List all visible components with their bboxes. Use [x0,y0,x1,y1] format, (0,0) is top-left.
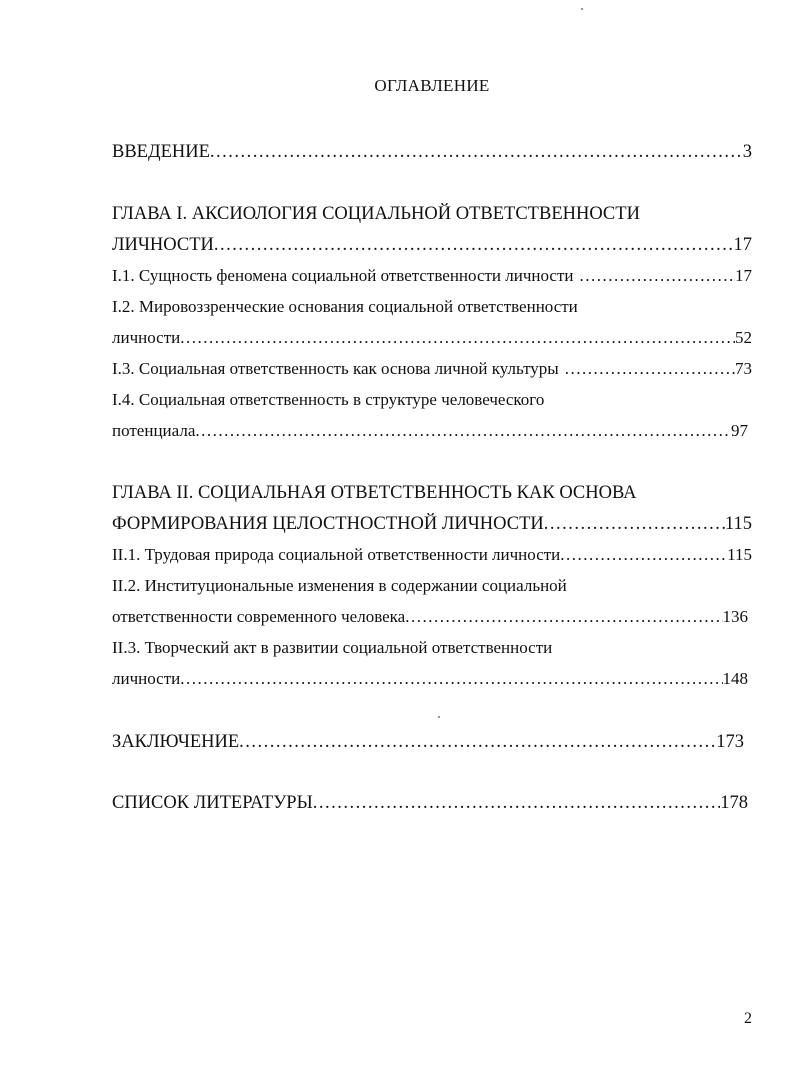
toc-entry-chapter-1[interactable] [112,234,752,256]
toc-page-number: 173 [716,732,744,752]
toc-entry-label: I.1. Сущность феномена социальной ответственности личности [112,266,574,285]
leader-dots [313,792,721,814]
leader-dots [580,265,736,287]
leader-dots [544,513,725,535]
toc-entry-intro[interactable] [112,141,752,163]
toc-page-number: 148 [722,669,748,688]
page-number: 2 [744,1010,752,1027]
leader-dots [565,358,735,380]
toc-page-number: 3 [742,142,752,162]
scan-speck [438,716,440,718]
toc-entry-section-1-4-title[interactable]: I.4. Социальная ответственность в структуре человеческого [112,390,545,409]
toc-entry-section-1-3[interactable] [112,358,752,380]
leader-dots [180,327,735,349]
leader-dots [405,606,722,628]
toc-entry-label: ВВЕДЕНИЕ [112,142,210,162]
toc-page-number: 17 [735,266,752,285]
toc-entry-label: ЗАКЛЮЧЕНИЕ [112,732,240,752]
toc-entry-section-2-3-title[interactable]: II.3. Творческий акт в развитии социальной ответственности [112,638,553,657]
scan-speck [581,8,583,10]
toc-entry-label: личности [112,328,181,347]
toc-page-number: 97 [731,421,748,440]
leader-dots [195,420,731,442]
toc-page-number: 115 [727,545,752,564]
toc-entry-bibliography[interactable] [112,792,748,814]
toc-entry-label: личности [112,669,181,688]
toc-entry-label: ЛИЧНОСТИ [112,235,214,255]
toc-entry-section-1-1[interactable] [112,265,752,287]
toc-entry-section-2-2-title[interactable]: II.2. Институциональные изменения в содержании социальной [112,576,567,595]
toc-entry-label: СПИСОК ЛИТЕРАТУРЫ [112,793,313,813]
toc-entry-section-1-2-title[interactable]: I.2. Мировоззренческие основания социальной ответственности [112,297,578,316]
leader-dots [214,234,734,256]
toc-entry-label: ответственности современного человека [112,607,406,626]
leader-dots [239,731,716,753]
toc-page-number: 52 [735,328,752,347]
toc-entry-conclusion[interactable] [112,731,744,753]
toc-entry-section-2-1[interactable] [112,544,752,566]
toc-entry-section-1-2[interactable] [112,327,752,349]
toc-page-number: 17 [733,235,752,255]
leader-dots [210,141,743,163]
leader-dots [560,544,727,566]
chapter-2-heading[interactable]: ГЛАВА II. СОЦИАЛЬНАЯ ОТВЕТСТВЕННОСТЬ КАК ОСНОВА [112,483,637,503]
chapter-1-heading[interactable]: ГЛАВА I. АКСИОЛОГИЯ СОЦИАЛЬНОЙ ОТВЕТСТВЕННОСТИ [112,204,640,224]
toc-page-number: 115 [724,514,752,534]
toc-page-number: 73 [735,359,752,378]
leader-dots [180,668,722,690]
toc-title: ОГЛАВЛЕНИЕ [374,76,490,95]
toc-entry-label: потенциала [112,421,196,440]
toc-entry-section-2-3[interactable] [112,668,748,690]
toc-entry-section-1-4[interactable] [112,420,748,442]
toc-entry-section-2-2[interactable] [112,606,748,628]
toc-entry-chapter-2[interactable] [112,513,752,535]
toc-entry-label: ФОРМИРОВАНИЯ ЦЕЛОСТНОСТНОЙ ЛИЧНОСТИ [112,514,544,534]
toc-entry-label: II.1. Трудовая природа социальной ответственности личности [112,545,561,564]
toc-entry-label: I.3. Социальная ответственность как основа личной культуры [112,359,559,378]
toc-page-number: 178 [720,793,748,813]
toc-page-number: 136 [722,607,748,626]
